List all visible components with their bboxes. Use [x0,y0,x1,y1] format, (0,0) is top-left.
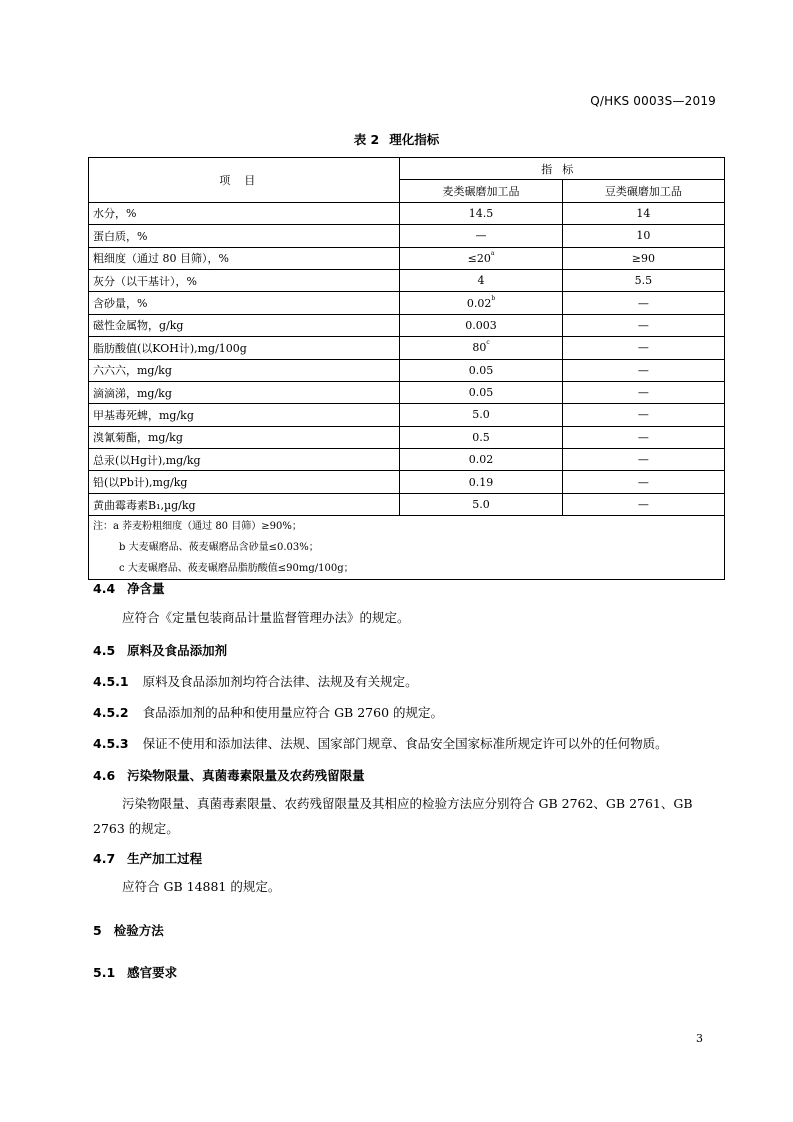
item-name-cell: 粗细度（通过 80 目筛），% [89,247,400,269]
bean-value-cell: — [562,314,724,336]
section-5-heading: 5 检验方法 [93,923,164,938]
wheat-value-cell [400,314,562,336]
bean-value-cell: — [562,292,724,314]
wheat-value-cell [400,337,562,359]
wheat-value-cell [400,381,562,403]
item-name-cell: 六六六，mg/kg [89,359,400,381]
footnote-marker: a [490,249,495,257]
header-wheat: 麦类碾磨加工品 [400,180,562,202]
wheat-value-cell [400,292,562,314]
table-row [89,471,725,493]
table-row [89,449,725,471]
section-4-7-text: 应符合 GB 14881 的规定。 [122,879,281,894]
bean-value-cell: 14 [562,202,724,224]
table-note: c 大麦碾磨品、莜麦碾磨品脂肪酸值≤90mg/100g； [119,563,354,575]
footnote-marker: c [486,339,490,347]
item-name-cell: 溴氰菊酯，mg/kg [89,426,400,448]
wheat-value-cell [400,493,562,515]
wheat-value: ≤20 [467,251,491,265]
item-name-cell: 总汞(以Hg计),mg/kg [89,449,400,471]
section-5-1-heading: 5.1 感官要求 [93,965,178,980]
wheat-value-cell [400,225,562,247]
wheat-value: 0.5 [472,430,490,444]
bean-value-cell: — [562,337,724,359]
physicochemical-table [88,157,725,580]
wheat-value-cell [400,359,562,381]
table-note: 注：a 荞麦粉粗细度（通过 80 目筛）≥90%； [93,521,302,533]
table-row [89,381,725,403]
table-row [89,426,725,448]
section-4-6-heading: 4.6 污染物限量、真菌毒素限量及农药残留限量 [93,768,365,783]
section-4-4-text: 应符合《定量包装商品计量监督管理办法》的规定。 [122,610,410,625]
table-caption-number: 表 2 [353,132,380,147]
wheat-value-cell [400,471,562,493]
section-4-5-1: 4.5.1 原料及食品添加剂均符合法律、法规及有关规定。 [93,674,418,689]
item-name-cell: 甲基毒死蜱，mg/kg [89,404,400,426]
wheat-value: 0.02 [468,453,494,467]
wheat-value-cell [400,426,562,448]
wheat-value: 0.003 [465,318,497,332]
bean-value-cell: — [562,426,724,448]
table-row [89,269,725,291]
wheat-value: 5.0 [472,498,490,512]
wheat-value: 4 [477,274,485,288]
bean-value-cell: 10 [562,225,724,247]
table-row [89,493,725,515]
wheat-value: — [475,229,487,243]
item-name-cell: 水分，% [89,202,400,224]
bean-value-cell: ≥90 [562,247,724,269]
bean-value-cell: — [562,493,724,515]
document-code: Q/HKS 0003S—2019 [590,94,716,108]
wheat-value: 5.0 [472,408,490,422]
wheat-value-cell [400,247,562,269]
table-row [89,337,725,359]
wheat-value: 0.05 [468,363,494,377]
item-name-cell: 滴滴涕，mg/kg [89,381,400,403]
wheat-value-cell [400,269,562,291]
table-row [89,404,725,426]
table-note: b 大麦碾磨品、莜麦碾磨品含砂量≤0.03%； [119,542,319,554]
bean-value-cell: — [562,404,724,426]
item-name-cell: 含砂量，% [89,292,400,314]
header-index: 指标 [400,158,725,180]
bean-value-cell: 5.5 [562,269,724,291]
item-name-cell: 铅(以Pb计),mg/kg [89,471,400,493]
bean-value-cell: — [562,359,724,381]
wheat-value-cell [400,449,562,471]
header-bean: 豆类碾磨加工品 [562,180,724,202]
table-caption-title: 理化指标 [389,132,440,147]
table-row [89,292,725,314]
bean-value-cell: — [562,381,724,403]
item-name-cell: 脂肪酸值(以KOH计),mg/100g [89,337,400,359]
section-4-4-heading: 4.4 净含量 [93,581,165,596]
table-row [89,202,725,224]
table-row [89,247,725,269]
section-4-5-2: 4.5.2 食品添加剂的品种和使用量应符合 GB 2760 的规定。 [93,705,443,720]
bean-value-cell: — [562,471,724,493]
wheat-value: 0.05 [468,386,494,400]
wheat-value-cell [400,202,562,224]
footnote-marker: b [491,294,496,302]
item-name-cell: 灰分（以干基计），% [89,269,400,291]
item-name-cell: 蛋白质，% [89,225,400,247]
table-notes [89,516,725,580]
section-4-5-3: 4.5.3 保证不使用和添加法律、法规、国家部门规章、食品安全国家标准所规定许可以外的任何物质。 [93,736,668,751]
table-row [89,359,725,381]
header-item: 项目 [89,158,400,203]
table-row [89,225,725,247]
item-name-cell: 磁性金属物，g/kg [89,314,400,336]
table-body [89,202,725,515]
wheat-value: 80 [472,341,487,355]
wheat-value: 0.19 [468,475,494,489]
section-4-5-heading: 4.5 原料及食品添加剂 [93,643,228,658]
wheat-value: 14.5 [468,206,494,220]
bean-value-cell: — [562,449,724,471]
table-row [89,314,725,336]
table-caption [0,130,793,148]
wheat-value-cell [400,404,562,426]
page-number: 3 [696,1032,703,1045]
section-4-7-heading: 4.7 生产加工过程 [93,851,203,866]
section-4-6-text: 污染物限量、真菌毒素限量、农药残留限量及其相应的检验方法应分别符合 GB 2762、GB 2761、GB 2763 的规定。 [93,796,693,836]
item-name-cell: 黄曲霉毒素B₁,µg/kg [89,493,400,515]
wheat-value: 0.02 [466,296,492,310]
